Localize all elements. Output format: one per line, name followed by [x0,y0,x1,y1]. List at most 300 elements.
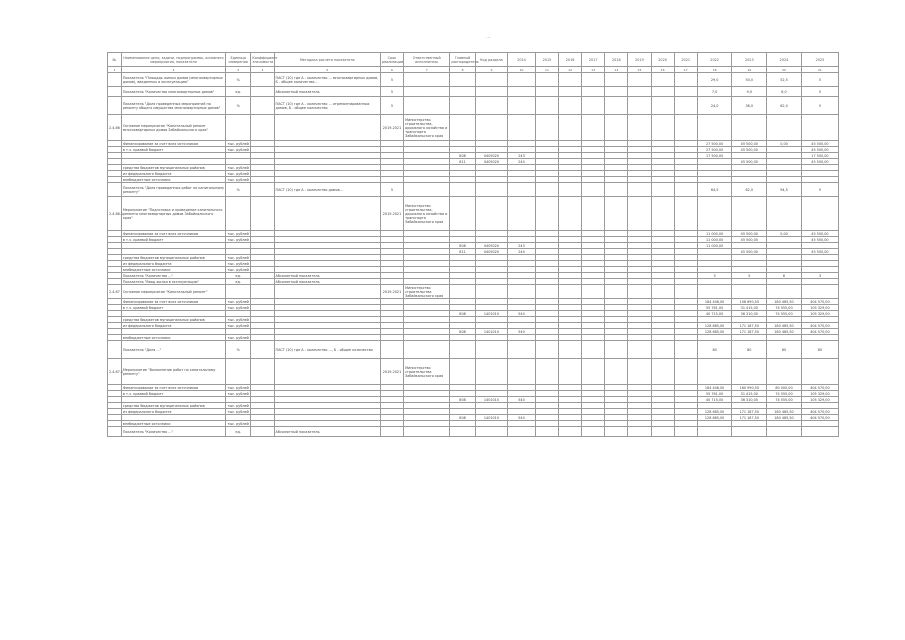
table-cell [404,87,450,97]
column-header: Методика расчета показателя [274,53,380,67]
table-cell [674,197,697,231]
table-cell: средства бюджетов муниципальных районов [121,317,225,323]
table-cell: 11 000,00 [697,243,732,249]
table-cell: 50,0 [732,73,767,87]
table-cell [697,115,732,141]
table-cell [404,73,450,87]
table-cell [582,73,605,87]
table-cell: 5 [801,183,838,197]
table-cell [767,427,802,437]
table-cell: 52,5 [767,73,802,87]
table-cell: Финансирование за счет всех источников [121,231,225,237]
table-cell [225,115,250,141]
table-cell [559,97,582,115]
header-row [108,53,839,67]
table-cell: внебюджетные источники [121,267,225,273]
table-cell [251,73,274,87]
table-row [108,115,839,141]
table-cell [450,73,475,87]
table-cell: 1401010 [475,311,507,317]
column-header: 2024 [767,53,802,67]
table-cell: 811 [450,159,475,165]
table-cell [108,87,122,97]
column-header: 2017 [582,53,605,67]
column-number: 15 [628,67,651,73]
table-cell: 11 000,00 [697,231,732,237]
table-row [108,183,839,197]
table-cell [651,359,674,385]
table-cell: 27 500,00 [697,147,732,153]
table-cell [508,87,536,97]
table-cell: 808 [450,243,475,249]
table-cell: тыс. рублей [225,335,250,341]
table-cell: 5 [380,183,403,197]
table-cell: Финансирование за счет всех источников [121,299,225,305]
table-cell [628,97,651,115]
table-cell: 808 [450,311,475,317]
table-cell [559,427,582,437]
table-cell: 0405020 [475,249,507,255]
column-number: 1 [108,67,122,73]
table-cell [535,341,558,359]
table-cell: тыс. рублей [225,403,250,409]
table-cell: 8,0 [767,87,802,97]
table-cell [582,115,605,141]
table-cell [605,115,628,141]
table-cell: 184 446,00 [697,299,732,305]
table-cell: 404 570,00 [801,385,838,391]
table-cell: 0405020 [475,159,507,165]
table-cell [535,359,558,385]
table-cell [559,115,582,141]
table-cell: 7,0 [697,87,732,97]
column-number: 3 [225,67,250,73]
table-cell: 2.4.87 [108,285,122,299]
table-cell [251,115,274,141]
table-cell: тыс. рублей [225,317,250,323]
table-cell: Абсолютный показатель [274,427,380,437]
column-header: 2025 [801,53,838,67]
table-cell: тыс. рублей [225,261,250,267]
table-cell [651,285,674,299]
table-cell: 540 [508,415,536,421]
table-cell: 244 [508,249,536,255]
table-cell: 0405020 [475,243,507,249]
table-cell [559,87,582,97]
table-cell: 17 500,00 [801,153,838,159]
table-cell [404,183,450,197]
column-number: 7 [404,67,450,73]
table-cell: 74 555,00 [767,305,802,311]
table-cell: ед. [225,279,250,285]
table-cell [380,341,403,359]
table-cell: 5 [380,97,403,115]
table-cell [274,197,380,231]
table-cell: Основное мероприятие "Капитальный ремонт многоквартирных домов Забайкальского края" [121,115,225,141]
table-cell: 5 [801,73,838,87]
table-cell: ПАСТ (10) где А - количество домов... [274,183,380,197]
table-cell [251,359,274,385]
column-header: 2021 [674,53,697,67]
table-cell [535,97,558,115]
column-header: 2014 [508,53,536,67]
table-row [108,97,839,115]
table-cell [475,87,507,97]
table-cell: средства бюджетов муниципальных районов [121,255,225,261]
table-cell [651,87,674,97]
table-cell: из федерального бюджета [121,261,225,267]
table-cell [475,197,507,231]
table-cell: 9,0 [732,87,767,97]
table-cell [801,285,838,299]
table-cell: % [225,183,250,197]
column-header: 2016 [559,53,582,67]
table-cell [582,285,605,299]
table-cell: 105 329,00 [801,311,838,317]
table-cell [605,87,628,97]
table-cell: 80 000,00 [767,385,802,391]
document-sheet [107,52,839,600]
table-cell: Показатель "Количество многоквартирных домов" [121,87,225,97]
table-cell [582,183,605,197]
table-cell [674,73,697,87]
table-cell: 1401010 [475,415,507,421]
table-cell [605,341,628,359]
table-cell [697,427,732,437]
table-cell [380,427,403,437]
table-cell: 62,0 [767,97,802,115]
table-cell: 2019-2021 [380,285,403,299]
column-number: 20 [767,67,802,73]
table-cell: 171 187,50 [732,323,767,329]
table-cell: тыс. рублей [225,409,250,415]
table-cell [535,115,558,141]
table-row [108,87,839,97]
table-cell: 2.4.86 [108,115,122,141]
table-cell: тыс. рублей [225,391,250,397]
table-row [108,427,839,437]
table-cell: Министерство строительства, дорожного хозяйства и транспорта Забайкальского края [404,115,450,141]
table-cell [628,73,651,87]
table-cell: 1401010 [475,329,507,335]
table-cell: ПАСТ (10) где А - количество ..., Б - общее количество [274,341,380,359]
table-cell: 36 310,00 [732,397,767,403]
table-cell [475,97,507,115]
table-cell: Финансирование за счет всех источников [121,141,225,147]
table-cell: 11 000,00 [697,237,732,243]
table-cell: 29,0 [697,73,732,87]
table-cell: Министерство строительства Забайкальского края [404,359,450,385]
table-cell [628,197,651,231]
table-cell [801,197,838,231]
table-cell [605,197,628,231]
table-cell: в т.ч. краевой бюджет [121,391,225,397]
table-cell: 808 [450,397,475,403]
table-cell [651,183,674,197]
table-cell: 45 500,00 [732,231,767,237]
table-cell [450,341,475,359]
table-cell: 2019-2021 [380,115,403,141]
table-cell [674,359,697,385]
table-cell [582,87,605,97]
table-cell [404,341,450,359]
table-cell: 3 [697,273,732,279]
table-cell [108,427,122,437]
table-cell [732,197,767,231]
table-cell: тыс. рублей [225,267,250,273]
table-cell [559,183,582,197]
table-cell [559,197,582,231]
column-number: 6 [380,67,403,73]
table-cell [801,359,838,385]
table-cell [674,285,697,299]
table-cell: 404 570,00 [801,299,838,305]
table-cell [651,73,674,87]
table-cell: 180 485,50 [767,299,802,305]
column-number: 17 [674,67,697,73]
table-cell: Показатель "Ввод жилья в эксплуатацию" [121,279,225,285]
table-cell: 3 [801,273,838,279]
table-cell: тыс. рублей [225,165,250,171]
table-row [108,285,839,299]
column-header: 2019 [628,53,651,67]
table-cell: 74 555,00 [767,397,802,403]
table-cell: Основное мероприятие "Капитальный ремонт" [121,285,225,299]
table-cell [251,183,274,197]
table-cell [535,73,558,87]
column-header: Ответственный исполнитель [404,53,450,67]
table-cell: 5 [380,73,403,87]
table-cell: 6 [767,273,802,279]
table-cell: 94,5 [767,183,802,197]
table-cell [732,285,767,299]
column-number: 14 [605,67,628,73]
table-cell [108,97,122,115]
table-cell [225,197,250,231]
table-cell: 128 685,00 [697,409,732,415]
column-header: Срок реализации [380,53,403,67]
table-cell [582,341,605,359]
table-cell [767,115,802,141]
table-cell: 808 [450,329,475,335]
table-cell [628,285,651,299]
column-number: 5 [274,67,380,73]
table-cell: 80 [732,341,767,359]
table-cell [651,197,674,231]
column-number: 21 [801,67,838,73]
table-cell: 36 310,00 [732,311,767,317]
table-cell: 24,0 [697,97,732,115]
table-cell: % [225,341,250,359]
table-cell: 128 685,00 [697,415,732,421]
table-cell [475,285,507,299]
table-cell: 244 [508,159,536,165]
table-cell [559,285,582,299]
table-cell: 45 500,00 [732,159,767,165]
table-cell: Показатель "Площадь жилых домов (многоквартирных домов), введенных в эксплуатацию" [121,73,225,87]
table-cell [225,359,250,385]
table-cell: % [225,97,250,115]
table-cell: 0405020 [475,153,507,159]
table-cell [508,341,536,359]
table-cell [274,285,380,299]
table-cell [674,97,697,115]
table-cell [582,97,605,115]
table-cell [450,427,475,437]
table-cell [801,427,838,437]
table-cell [475,341,507,359]
table-cell: Министерство строительства Забайкальского края [404,285,450,299]
table-cell [508,427,536,437]
table-cell: 180 485,50 [767,409,802,415]
table-cell [274,115,380,141]
table-cell: Финансирование за счет всех источников [121,385,225,391]
table-cell: 1401010 [475,397,507,403]
table-cell [605,97,628,115]
table-cell: 45 500,00 [801,159,838,165]
table-cell: Мероприятие "Выполнение работ по капитальному ремонту" [121,359,225,385]
column-number: 13 [582,67,605,73]
table-cell [605,359,628,385]
table-cell: из федерального бюджета [121,323,225,329]
table-cell [108,73,122,87]
table-cell [732,115,767,141]
column-header: Наименование цели, задачи, подпрограммы, основного мероприятия, показателя [121,53,225,67]
table-cell: 105 329,00 [801,305,838,311]
table-cell [450,87,475,97]
table-cell: 808 [450,415,475,421]
table-cell [605,427,628,437]
column-number: 2 [121,67,225,73]
table-cell [251,427,274,437]
table-cell: в т.ч. краевой бюджет [121,237,225,243]
table-cell: 540 [508,397,536,403]
page-top-mark: ... [486,34,491,40]
table-cell [535,427,558,437]
table-cell [450,97,475,115]
table-cell [274,359,380,385]
table-cell: 80 [697,341,732,359]
column-number: 8 [450,67,475,73]
table-cell [651,341,674,359]
table-cell [508,359,536,385]
table-cell: % [225,73,250,87]
table-cell: 31 415,00 [732,305,767,311]
table-cell: Абсолютный показатель [274,279,380,285]
table-cell: тыс. рублей [225,141,250,147]
table-cell: Показатель "Доля проведенных мероприятий по ремонту общего имущества многоквартирных домов" [121,97,225,115]
table-cell: из федерального бюджета [121,409,225,415]
table-cell [108,341,122,359]
table-cell: 80 [767,341,802,359]
table-cell: 45 500,00 [801,231,838,237]
table-cell: тыс. рублей [225,231,250,237]
table-cell: 40 715,00 [697,397,732,403]
table-row [108,197,839,231]
table-cell: 45 500,00 [732,249,767,255]
table-cell: 38,0 [732,97,767,115]
table-cell [732,359,767,385]
table-cell: средства бюджетов муниципальных районов [121,403,225,409]
table-cell [559,73,582,87]
table-cell: 31 415,00 [732,391,767,397]
table-cell: тыс. рублей [225,237,250,243]
table-cell [628,183,651,197]
table-cell: 5 [801,87,838,97]
table-cell [475,115,507,141]
table-cell: 2019-2021 [380,359,403,385]
table-cell: 105 329,00 [801,397,838,403]
table-cell [651,97,674,115]
table-cell: ед. [225,427,250,437]
table-cell: тыс. рублей [225,299,250,305]
table-cell: ПАСТ (10) где А - количество ... многоквартирных домов, Б - общее количество... [274,73,380,87]
table-cell: тыс. рублей [225,147,250,153]
table-cell: 45 500,00 [801,237,838,243]
table-cell [508,285,536,299]
table-cell [535,183,558,197]
table-cell [508,183,536,197]
table-cell: 45 500,00 [801,147,838,153]
column-header: № [108,53,122,67]
table-cell [225,285,250,299]
table-cell: 0,00 [767,141,802,147]
table-row [108,359,839,385]
table-cell: 171 187,50 [732,329,767,335]
column-header: Единица измерения [225,53,250,67]
table-cell [801,115,838,141]
table-cell [767,197,802,231]
table-cell [732,427,767,437]
table-cell: 540 [508,329,536,335]
column-number: 4 [251,67,274,73]
column-header: 2015 [535,53,558,67]
table-cell: 2019-2021 [380,197,403,231]
table-cell: тыс. рублей [225,171,250,177]
table-cell: тыс. рублей [225,385,250,391]
table-cell: 45 500,00 [732,237,767,243]
column-number: 18 [697,67,732,73]
table-cell: из федерального бюджета [121,171,225,177]
column-header: Коэффициент значимости [251,53,274,67]
table-cell [251,87,274,97]
table-cell [651,115,674,141]
column-number: 10 [508,67,536,73]
table-cell [628,87,651,97]
table-cell: Абсолютный показатель [274,87,380,97]
table-cell: 180 485,50 [767,323,802,329]
table-cell [508,115,536,141]
table-cell: Министерство строительства, дорожного хозяйства и транспорта Забайкальского края [404,197,450,231]
table-cell [582,427,605,437]
table-cell [582,359,605,385]
table-cell [535,87,558,97]
table-cell: 404 570,00 [801,323,838,329]
table-cell: 2.4.86.1 [108,197,122,231]
table-cell: Показатель "Количество ..." [121,427,225,437]
column-header: 2020 [651,53,674,67]
table-cell [674,183,697,197]
table-cell [628,359,651,385]
table-cell: ед. [225,273,250,279]
column-header: 2022 [697,53,732,67]
table-cell [475,427,507,437]
table-cell: 5 [380,87,403,97]
table-cell [508,197,536,231]
table-cell: 128 685,00 [697,329,732,335]
table-cell [605,285,628,299]
table-cell: 55 761,00 [697,305,732,311]
